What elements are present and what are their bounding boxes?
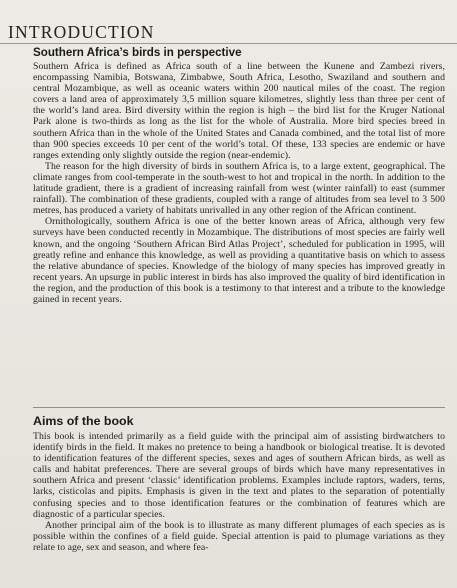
paragraph: Another principal aim of the book is to illustrate as many different plumages of each species as is possible within the confines of a field guide. Special attention is paid to plumage variations as they relate to age, sex and season, and where fea- (33, 519, 445, 553)
paragraph: This book is intended primarily as a field guide with the principal aim of assisting birdwatchers to identify birds in the field. It makes no pretence to being a handbook or biological treatise. It is devoted to identification features of the different species, sexes and ages of southern African birds, as well as calls and habitat preferences. There are several groups of birds which have many representatives in southern Africa and present ‘classic’ identification problems. Examples include raptors, waders, terns, larks, cisticolas and pipits. Emphasis is given in the text and plates to the separation of potentially confusing species and to those identification features or the combination of features which are diagnostic of a particular species. (33, 431, 445, 520)
section-divider (33, 407, 445, 408)
paragraph: The reason for the high diversity of birds in southern Africa is, to a large extent, geographical. The climate ranges from cool-temperate in the south-west to hot and tropical in the north. In addition to the latitude gradient, there is a gradient of increasing rainfall from west (winter rainfall) to east (summer rainfall). The combination of these gradients, coupled with a range of altitudes from sea level to 3 500 metres, has produced a variety of habitats unrivalled in any other region of the African continent. (33, 160, 445, 217)
paragraph: Ornithologically, southern Africa is one of the better known areas of Africa, although very few surveys have been conducted recently in Mozambique. The distributions of most species are fairly well known, and the ongoing ‘Southern African Bird Atlas Project’, scheduled for publication in 1995, will greatly refine and enhance this knowledge, as well as providing a quantitative basis on which to assess the relative abundance of species. Knowledge of the biology of many species has improved greatly in recent years. An upsurge in public interest in birds has also improved the quality of bird identification in the region, and the production of this book is a testimony to that interest and a tribute to the knowledge gained in recent years. (33, 216, 445, 305)
title-divider (0, 43, 457, 44)
section-aims-of-the-book (33, 413, 445, 553)
paragraph: Southern Africa is defined as Africa south of a line between the Kunene and Zambezi rivers, encompassing Namibia, Botswana, Zimbabwe, South Africa, Lesotho, Swaziland and southern and central Mozambique, as well as oceanic waters within 200 nautical miles of the coast. The region covers a land area of approximately 3,5 million square kilometres, slightly less than three per cent of the world’s land area. Bird diversity within the region is high – the bird list for the Kruger National Park alone is two-thirds as long as the list for the whole of Australia. More bird species breed in southern Africa than in the whole of the United States and Canada combined, and the total list of more than 900 species exceeds 10 per cent of the world’s total. Of these, 133 species are endemic or have ranges extending only slightly outside the region (near-endemic). (33, 61, 445, 161)
chapter-title: INTRODUCTION (8, 22, 155, 42)
section-heading: Aims of the book (33, 414, 134, 428)
section-birds-in-perspective (33, 46, 445, 305)
section-heading: Southern Africa’s birds in perspective (33, 46, 242, 59)
